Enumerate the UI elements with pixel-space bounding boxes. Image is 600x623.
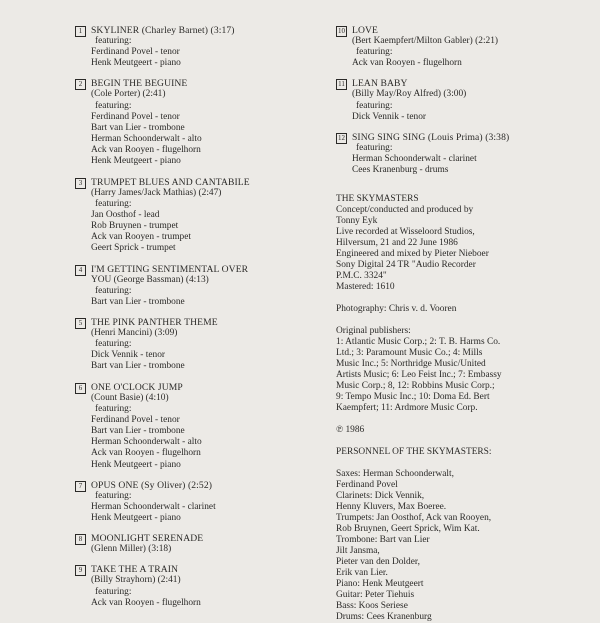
featured-musician: Ferdinand Povel - tenor xyxy=(91,414,180,425)
track-composer: (Bert Kaempfert/Milton Gabler) (2:21) xyxy=(352,36,499,46)
featuring-label: featuring: xyxy=(95,403,132,414)
track-title: BEGIN THE BEGUINE xyxy=(91,78,188,90)
production-credits xyxy=(336,194,586,293)
track-composer: (Count Basie) (4:10) xyxy=(91,392,169,403)
featuring-label: featuring: xyxy=(356,47,393,58)
track-number-box: 9 xyxy=(75,565,86,576)
featured-musician: Ack van Rooyen - flugelhorn xyxy=(91,597,201,608)
publisher-line: Kaempfert; 11: Ardmore Music Corp. xyxy=(336,403,478,414)
track-entry xyxy=(75,533,325,555)
track-entry xyxy=(75,480,325,524)
credit-line: THE SKYMASTERS xyxy=(336,194,419,205)
credit-line: P.M.C. 3324" xyxy=(336,271,387,282)
track-number-box: 5 xyxy=(75,318,86,329)
featured-musician: Cees Kranenburg - drums xyxy=(352,165,449,176)
track-number-box: 10 xyxy=(338,27,345,35)
featuring-label: featuring: xyxy=(95,586,132,597)
track-composer: (Harry James/Jack Mathias) (2:47) xyxy=(91,187,222,198)
featured-musician: Herman Schoonderwalt - clarinet xyxy=(352,153,477,164)
track-number-box: 2 xyxy=(75,79,86,90)
featured-musician: Henk Meutgeert - piano xyxy=(91,459,181,470)
track-title: MOONLIGHT SERENADE xyxy=(91,533,204,545)
publisher-line: 1: Atlantic Music Corp.; 2: T. B. Harms Co. xyxy=(336,337,501,348)
featured-musician: Henk Meutgeert - piano xyxy=(91,156,181,167)
featured-musician: Henk Meutgeert - piano xyxy=(91,513,181,524)
featured-musician: Rob Bruynen - trumpet xyxy=(91,221,179,232)
track-title: ONE O'CLOCK JUMP xyxy=(91,381,183,393)
featured-musician: Dick Vennik - tenor xyxy=(91,350,166,361)
track-entry xyxy=(75,564,325,608)
publisher-line: Music Corp.; 8, 12: Robbins Music Corp.; xyxy=(336,381,495,392)
track-number-box: 6 xyxy=(75,383,86,394)
featured-musician: Bart van Lier - trombone xyxy=(91,122,185,133)
personnel-line: Henny Kluvers, Max Boeree. xyxy=(336,502,447,513)
track-entry xyxy=(75,25,325,69)
featured-musician: Herman Schoonderwalt - clarinet xyxy=(91,501,216,512)
track-title: TAKE THE A TRAIN xyxy=(91,564,179,576)
personnel-line: Guitar: Peter Tiehuis xyxy=(336,590,415,601)
track-number-box: 3 xyxy=(75,178,86,189)
track-number-box: 4 xyxy=(75,265,86,276)
featured-musician: Henk Meutgeert - piano xyxy=(91,58,181,69)
track-title: TRUMPET BLUES AND CANTABILE xyxy=(91,176,250,188)
track-entry xyxy=(336,78,586,122)
personnel-line: Erik van Lier. xyxy=(336,568,388,579)
track-entry xyxy=(75,317,325,373)
featured-musician: Ack van Rooyen - flugelhorn xyxy=(91,145,201,156)
track-composer: (Henri Mancini) (3:09) xyxy=(91,328,178,339)
featured-musician: Bart van Lier - trombone xyxy=(91,296,185,307)
credit-line: Engineered and mixed by Pieter Nieboer xyxy=(336,249,489,260)
featuring-label: featuring: xyxy=(95,339,132,350)
track-title: LEAN BABY xyxy=(352,78,408,90)
featuring-label: featuring: xyxy=(95,285,132,296)
publisher-line: Music Inc.; 5: Northridge Music/United xyxy=(336,359,486,370)
personnel-line: Piano: Henk Meutgeert xyxy=(336,579,424,590)
track-composer: (Cole Porter) (2:41) xyxy=(91,89,166,100)
credit-line: Live recorded at Wisseloord Studios, xyxy=(336,227,475,238)
credit-line: Concept/conducted and produced by xyxy=(336,205,474,216)
featuring-label: featuring: xyxy=(95,100,132,111)
track-entry xyxy=(75,382,325,471)
featuring-label: featuring: xyxy=(356,142,393,153)
personnel-line: Jilt Jansma, xyxy=(336,546,380,557)
personnel-line: Pieter van den Dolder, xyxy=(336,557,420,568)
track-entry xyxy=(75,177,325,255)
featured-musician: Herman Schoonderwalt - alto xyxy=(91,134,202,145)
publisher-line: 9: Tempo Music Inc.; 10: Doma Ed. Bert xyxy=(336,392,490,403)
featured-musician: Geert Sprick - trumpet xyxy=(91,243,176,254)
track-title: THE PINK PANTHER THEME xyxy=(91,317,218,329)
personnel-line: Ferdinand Povel xyxy=(336,480,398,491)
credit-line: Tonny Eyk xyxy=(336,216,378,227)
track-composer: (Billy Strayhorn) (2:41) xyxy=(91,575,181,586)
track-title: I'M GETTING SENTIMENTAL OVER xyxy=(91,263,249,275)
track-title: LOVE xyxy=(352,25,378,36)
featured-musician: Ack van Rooyen - flugelhorn xyxy=(352,58,462,69)
featuring-label: featuring: xyxy=(95,490,132,501)
credit-line: Mastered: 1610 xyxy=(336,282,395,293)
featured-musician: Ferdinand Povel - tenor xyxy=(91,111,180,122)
featuring-label: featuring: xyxy=(95,198,132,209)
track-composer: YOU (George Bassman) (4:13) xyxy=(91,274,209,285)
featuring-label: featuring: xyxy=(356,100,393,111)
personnel-line: Rob Bruynen, Geert Sprick, Wim Kat. xyxy=(336,524,480,535)
credit-line: Hilversum, 21 and 22 June 1986 xyxy=(336,238,458,249)
track-composer: (Billy May/Roy Alfred) (3:00) xyxy=(352,89,467,100)
track-number-box: 8 xyxy=(75,534,86,545)
personnel-line: Bass: Koos Seriese xyxy=(336,601,408,612)
copyright-line: ℗ 1986 xyxy=(336,425,365,436)
track-number-box: 11 xyxy=(336,79,347,90)
featured-musician: Bart van Lier - trombone xyxy=(91,426,185,437)
credit-line: Sony Digital 24 TR "Audio Recorder xyxy=(336,260,476,271)
photography-credit: Photography: Chris v. d. Vooren xyxy=(336,304,457,315)
featured-musician: Dick Vennik - tenor xyxy=(352,111,427,122)
personnel-line: Trumpets: Jan Oosthof, Ack van Rooyen, xyxy=(336,513,492,524)
original-publishers xyxy=(336,326,586,414)
track-title: SKYLINER (Charley Barnet) (3:17) xyxy=(91,25,235,36)
track-list-right-tracks xyxy=(336,25,586,176)
track-number-box: 12 xyxy=(338,133,345,142)
personnel-line: Clarinets: Dick Vennik, xyxy=(336,491,425,502)
publisher-line: Original publishers: xyxy=(336,326,411,337)
featuring-label: featuring: xyxy=(95,36,132,46)
featured-musician: Bart van Lier - trombone xyxy=(91,361,185,372)
featured-musician: Herman Schoonderwalt - alto xyxy=(91,437,202,448)
personnel-line: Saxes: Herman Schoonderwalt, xyxy=(336,469,454,480)
featured-musician: Ferdinand Povel - tenor xyxy=(91,47,180,57)
track-entry xyxy=(336,132,586,176)
featured-musician: Ack van Rooyen - flugelhorn xyxy=(91,448,201,459)
track-list-right xyxy=(336,25,586,623)
publisher-line: Ltd.; 3: Paramount Music Co.; 4: Mills xyxy=(336,348,483,359)
track-entry xyxy=(75,78,325,167)
track-list-left xyxy=(75,25,325,618)
featured-musician: Ack van Rooyen - trumpet xyxy=(91,232,191,243)
track-entry xyxy=(336,25,586,69)
track-composer: (Glenn Miller) (3:18) xyxy=(91,544,172,555)
track-number-box: 7 xyxy=(75,481,86,492)
track-number-box: 1 xyxy=(75,26,86,37)
personnel-heading: PERSONNEL OF THE SKYMASTERS: xyxy=(336,447,492,458)
track-entry xyxy=(75,264,325,308)
featured-musician: Jan Oosthof - lead xyxy=(91,209,160,220)
personnel-line: Trombone: Bart van Lier xyxy=(336,535,430,546)
personnel-list xyxy=(336,469,586,623)
track-title: SING SING SING (Louis Prima) (3:38) xyxy=(352,131,510,143)
personnel-line: Drums: Cees Kranenburg xyxy=(336,612,432,623)
track-title: OPUS ONE (Sy Oliver) (2:52) xyxy=(91,479,213,491)
publisher-line: Artists Music; 6: Leo Feist Inc.; 7: Embassy xyxy=(336,370,502,381)
